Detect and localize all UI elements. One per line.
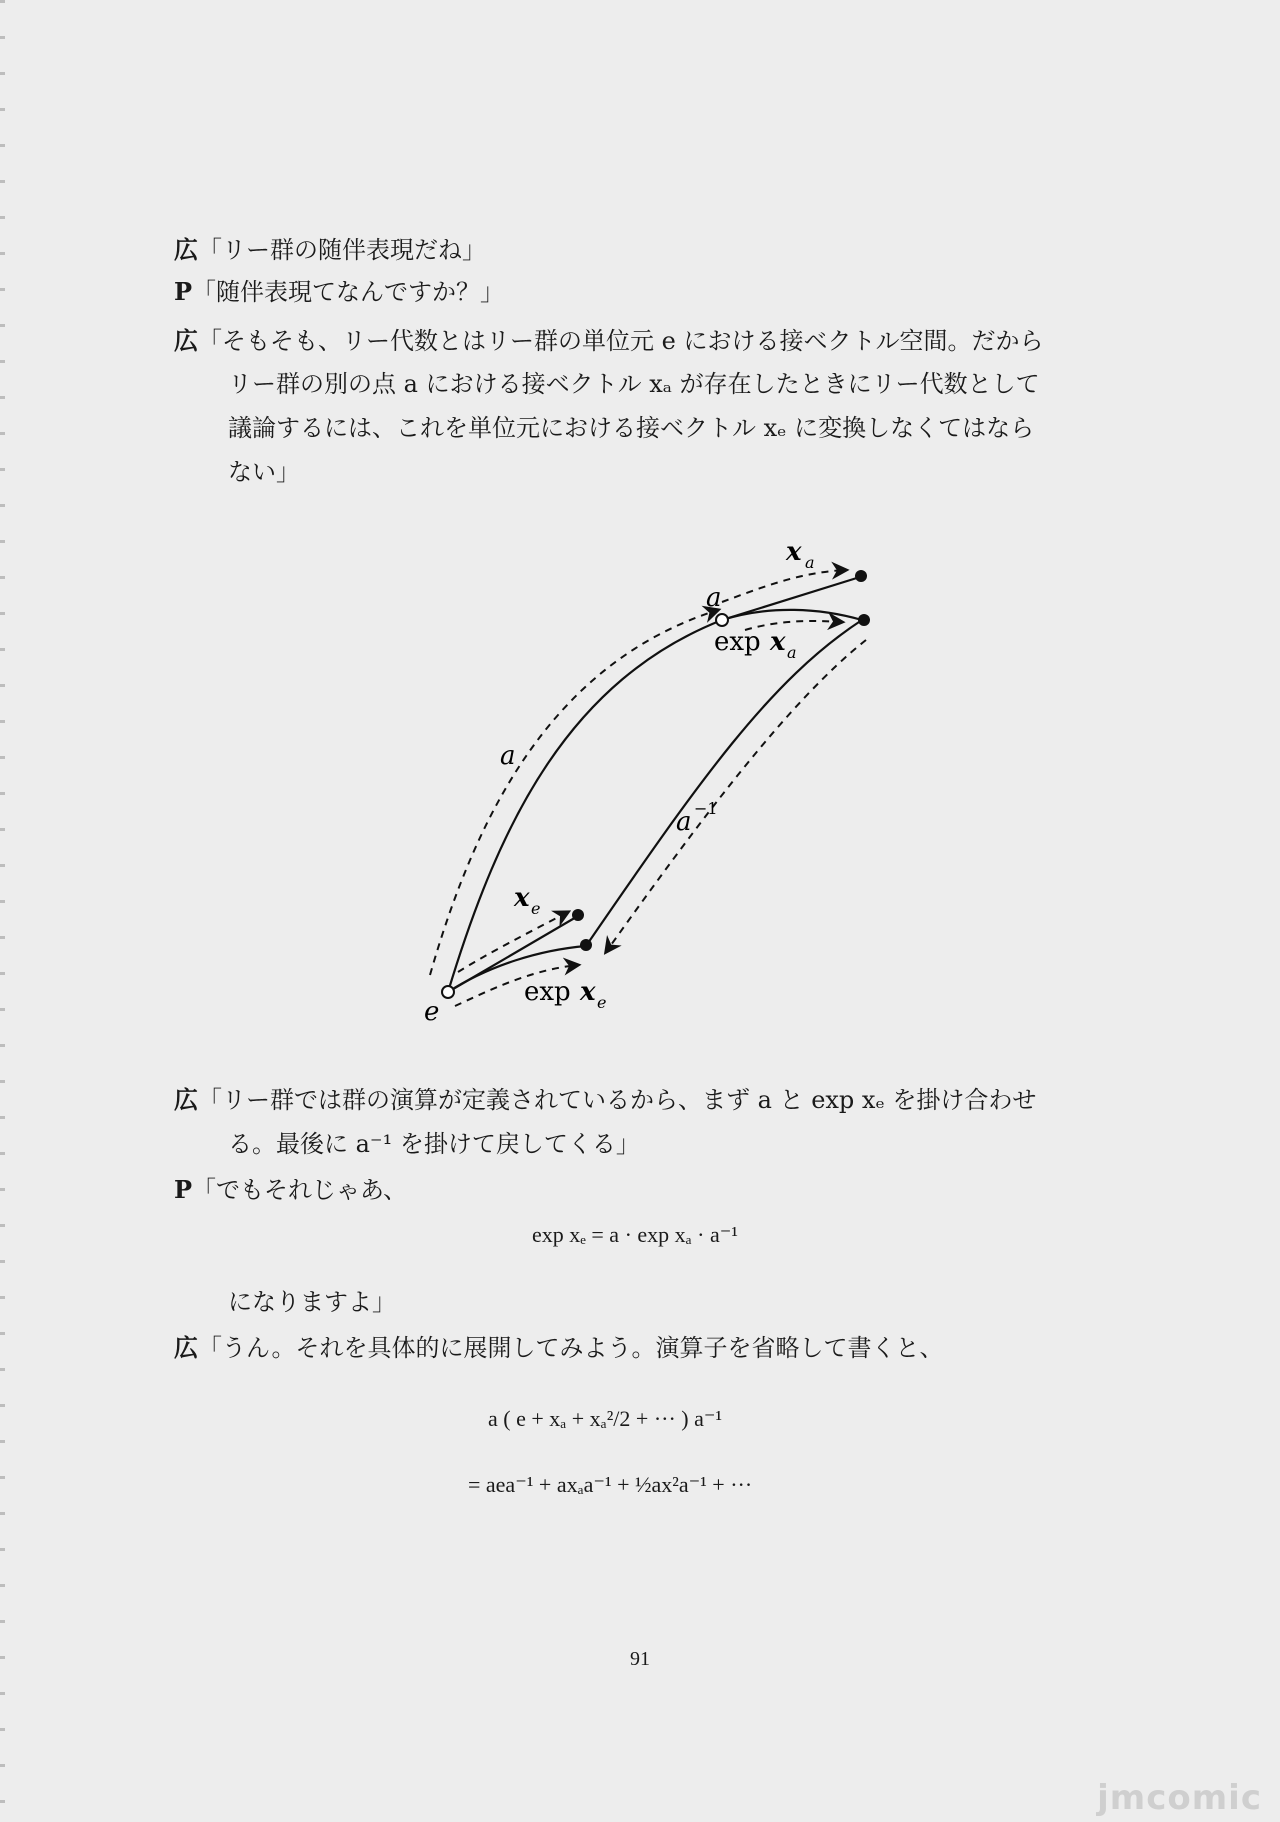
equation-exp-xe: exp xₑ = a · exp xₐ · a⁻¹: [532, 1222, 738, 1247]
binding-holes: [0, 0, 5, 1822]
label-xa: x: [786, 537, 802, 567]
label-exp-xe-exp: exp: [524, 977, 571, 1007]
group-curve-a: [448, 620, 722, 992]
dialogue-continuation: ない」: [228, 458, 300, 486]
label-exp-xe-sub: e: [597, 993, 607, 1012]
speaker: P: [174, 277, 193, 306]
label-a-curve: a: [500, 741, 516, 771]
speaker: 広: [174, 1333, 198, 1362]
dialogue-line-4: [174, 1084, 1036, 1116]
equation-expansion-2: = aea⁻¹ + axₐa⁻¹ + ½ax²a⁻¹ + ···: [468, 1472, 753, 1497]
label-a-point: a: [706, 583, 722, 613]
label-xa-sub: a: [805, 553, 815, 572]
dialogue-text: 「でもそれじゃあ、: [192, 1176, 408, 1204]
label-e-point: e: [424, 997, 440, 1027]
label-exp: exp: [714, 627, 761, 657]
label-exp-xa-sub: a: [787, 643, 797, 662]
speaker: 広: [174, 326, 198, 355]
dialogue-line-3: [174, 325, 1043, 357]
dialogue-text: 「リー群では群の演算が定義されているから、まず a と exp xₑ を掛け合わせ: [198, 1086, 1037, 1114]
label-a-inverse-sup: −1: [694, 799, 718, 818]
point-exp-xe: [580, 939, 592, 951]
dashed-arrow-xe: [458, 912, 568, 972]
dialogue-continuation: になりますよ」: [228, 1288, 396, 1316]
label-exp-xe-x: x: [580, 977, 596, 1007]
dialogue-line-6: [174, 1332, 943, 1364]
label-exp-x: x: [770, 627, 786, 657]
speaker: 広: [174, 235, 198, 264]
dashed-arrow-a-inverse: [606, 640, 866, 952]
adjoint-diagram: [400, 520, 900, 1040]
dashed-arrow-a: [430, 610, 718, 975]
point-e: [442, 986, 454, 998]
dialogue-text: 「リー群の随伴表現だね」: [198, 236, 486, 264]
dialogue-continuation: る。最後に a⁻¹ を掛けて戻してくる」: [228, 1130, 640, 1158]
dialogue-text: 「うん。それを具体的に展開してみよう。演算子を省略して書くと、: [198, 1334, 944, 1362]
point-xa-tip: [855, 570, 867, 582]
dialogue-text: 「随伴表現てなんですか？」: [192, 278, 505, 306]
label-xe: x: [514, 883, 530, 913]
point-xe-tip: [572, 909, 584, 921]
dialogue-text: 「そもそも、リー代数とはリー群の単位元 e における接ベクトル空間。だから: [198, 327, 1044, 355]
speaker: 広: [174, 1085, 198, 1114]
exp-xa-curve: [722, 610, 862, 620]
label-a-inverse: a: [676, 807, 692, 837]
dashed-arrow-xa: [722, 570, 846, 602]
page-number: 91: [630, 1648, 650, 1670]
dialogue-line-2: [174, 276, 504, 308]
point-a: [716, 614, 728, 626]
dialogue-continuation: 議論するには、これを単位元における接ベクトル xₑ に変換しなくてはなら: [228, 414, 1035, 442]
watermark: jmcomic: [1097, 1778, 1262, 1818]
dialogue-line-1: [174, 234, 486, 266]
equation-expansion-1: a ( e + xₐ + xₐ²/2 + ··· ) a⁻¹: [488, 1406, 723, 1431]
dialogue-continuation: リー群の別の点 a における接ベクトル xₐ が存在したときにリー代数として: [228, 370, 1040, 398]
dialogue-line-5: [174, 1174, 407, 1206]
group-curve-a-inverse: [586, 620, 862, 946]
label-xe-sub: e: [531, 899, 541, 918]
speaker: P: [174, 1175, 193, 1204]
point-exp-xa: [858, 614, 870, 626]
